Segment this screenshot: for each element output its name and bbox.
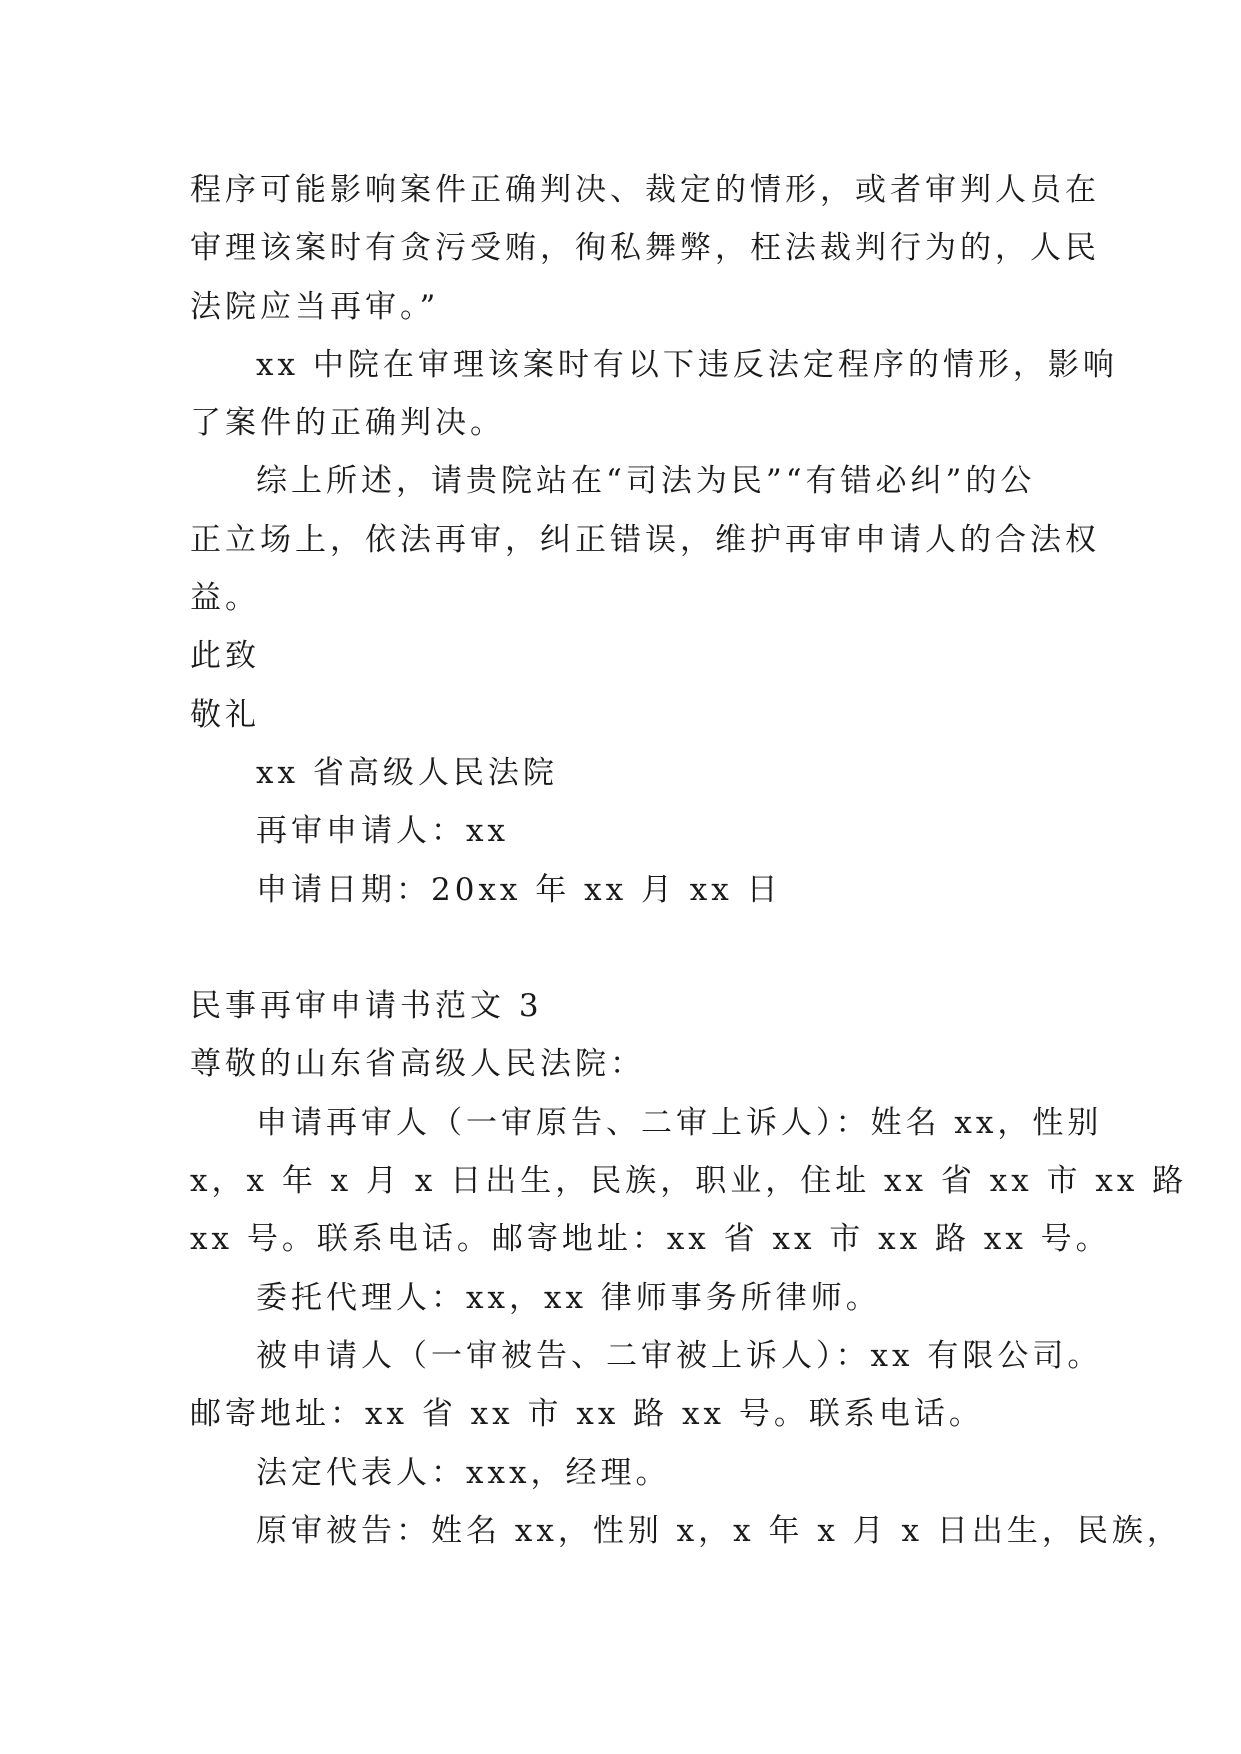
text-line: 审理该案时有贪污受贿，徇私舞弊，枉法裁判行为的，人民 bbox=[190, 230, 1100, 267]
text-line: 益。 bbox=[190, 580, 260, 617]
text-line: 邮寄地址：xx 省 xx 市 xx 路 xx 号。联系电话。 bbox=[190, 1396, 984, 1433]
text-line: 法院应当再审。” bbox=[190, 288, 440, 325]
recipient-court: xx 省高级人民法院 bbox=[256, 754, 558, 791]
text-line: 了案件的正确判决。 bbox=[190, 405, 505, 442]
text-line: 被申请人（一审被告、二审被上诉人）：xx 有限公司。 bbox=[256, 1337, 1103, 1374]
text-line: 综上所述，请贵院站在“司法为民”“有错必纠”的公 bbox=[256, 463, 1036, 500]
text-line: x，x 年 x 月 x 日出生，民族，职业，住址 xx 省 xx 市 xx 路 bbox=[190, 1163, 1188, 1200]
blank-line bbox=[190, 919, 1070, 977]
salutation-line: 敬礼 bbox=[190, 696, 260, 733]
text-line: 委托代理人：xx，xx 律师事务所律师。 bbox=[256, 1279, 881, 1316]
text-line: 法定代表人：xxx，经理。 bbox=[256, 1454, 671, 1491]
text-line: 原审被告：姓名 xx，性别 x，x 年 x 月 x 日出生，民族， bbox=[256, 1512, 1182, 1549]
application-date: 申请日期：20xx 年 xx 月 xx 日 bbox=[256, 871, 782, 908]
text-line: 正立场上，依法再审，纠正错误，维护再审申请人的合法权 bbox=[190, 521, 1100, 558]
applicant-line: 再审申请人：xx bbox=[256, 813, 509, 850]
text-line: 申请再审人（一审原告、二审上诉人）：姓名 xx，性别 bbox=[256, 1104, 1103, 1141]
text-line: 程序可能影响案件正确判决、裁定的情形，或者审判人员在 bbox=[190, 172, 1100, 208]
section-title: 民事再审申请书范文 3 bbox=[190, 988, 543, 1025]
text-line: xx 号。联系电话。邮寄地址：xx 省 xx 市 xx 路 xx 号。 bbox=[190, 1221, 1111, 1258]
addressee-line: 尊敬的山东省高级人民法院： bbox=[190, 1046, 645, 1083]
document-body bbox=[190, 161, 1188, 1560]
salutation-line: 此致 bbox=[190, 638, 260, 675]
text-line: xx 中院在审理该案时有以下违反法定程序的情形，影响 bbox=[256, 346, 1118, 383]
